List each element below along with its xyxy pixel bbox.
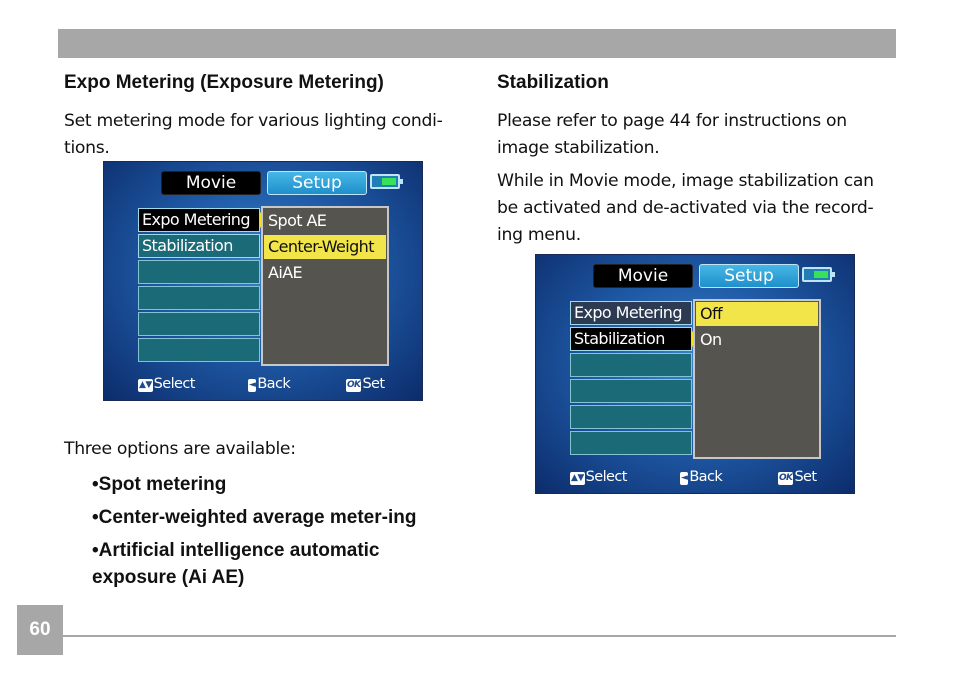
back-icon: ◄ <box>681 473 688 483</box>
footer-back: Back <box>257 376 291 392</box>
expo-metering-heading: Expo Metering (Exposure Metering) <box>64 72 384 93</box>
menu-empty-row <box>570 379 692 403</box>
tab-setup: Setup <box>267 171 367 195</box>
menu-item-expo-metering: Expo Metering <box>570 301 692 325</box>
tab-movie: Movie <box>593 264 693 288</box>
camera-screen-expo-metering <box>103 161 423 401</box>
menu-empty-row <box>570 431 692 455</box>
footer-back: Back <box>689 469 723 485</box>
menu-empty-row <box>570 353 692 377</box>
battery-icon <box>802 267 832 282</box>
footer-rule <box>63 635 896 637</box>
list-item: •Artificial intelligence automatic exposure (Ai AE) <box>92 540 380 588</box>
expo-metering-intro: Set metering mode for various lighting condi-tions. <box>64 111 443 158</box>
select-icon: ▲▼ <box>571 473 584 483</box>
stabilization-para-2: While in Movie mode, image stabilization can be activated and de-activated via the record-ing menu. <box>497 171 874 245</box>
option-off: Off <box>696 302 818 326</box>
battery-icon <box>370 174 400 189</box>
footer-select: Select <box>585 469 627 485</box>
ok-icon: OK <box>779 473 793 483</box>
header-bar <box>58 29 896 58</box>
footer-select: Select <box>153 376 195 392</box>
select-icon: ▲▼ <box>139 380 152 390</box>
list-item: •Spot metering <box>92 474 227 495</box>
option-center-weight: Center-Weight <box>264 235 386 259</box>
menu-item-expo-metering: Expo Metering <box>138 208 260 232</box>
option-on: On <box>700 330 722 349</box>
tab-setup: Setup <box>699 264 799 288</box>
menu-item-stabilization: Stabilization <box>138 234 260 258</box>
tab-movie: Movie <box>161 171 261 195</box>
options-intro: Three options are available: <box>64 439 296 459</box>
options-panel <box>261 206 389 366</box>
right-column <box>497 70 897 255</box>
footer-set: Set <box>362 376 385 392</box>
ok-icon: OK <box>347 380 361 390</box>
option-aiae: AiAE <box>268 263 303 282</box>
metering-options-list <box>64 471 459 591</box>
option-spot-ae: Spot AE <box>268 211 327 230</box>
menu-empty-row <box>138 312 260 336</box>
footer-set: Set <box>794 469 817 485</box>
menu-empty-row <box>138 260 260 284</box>
menu-empty-row <box>570 405 692 429</box>
stabilization-heading: Stabilization <box>497 72 609 93</box>
menu-empty-row <box>138 338 260 362</box>
menu-item-stabilization: Stabilization <box>570 327 692 351</box>
back-icon: ◄ <box>249 380 256 390</box>
list-item: •Center-weighted average meter-ing <box>92 507 417 528</box>
options-panel <box>693 299 821 459</box>
stabilization-para-1: Please refer to page 44 for instructions on image stabilization. <box>497 111 847 158</box>
screen-footer <box>104 376 422 394</box>
menu-empty-row <box>138 286 260 310</box>
camera-screen-stabilization <box>535 254 855 494</box>
page-number: 60 <box>17 605 63 655</box>
screen-footer <box>536 469 854 487</box>
